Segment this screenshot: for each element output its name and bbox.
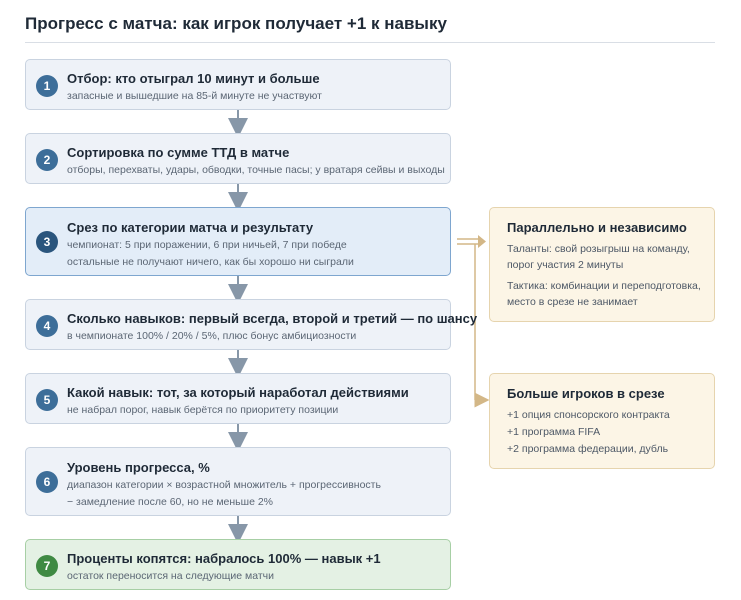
step-2-detail: отборы, перехваты, удары, обводки, точные пасы; у вратаря сейвы и выходы: [67, 164, 445, 176]
step-1-card: [25, 59, 451, 110]
step-4-number: 4: [36, 315, 58, 337]
step-2-card: [25, 133, 451, 184]
step-6-number: 6: [36, 471, 58, 493]
step-7-detail: остаток переносится на следующие матчи: [67, 570, 274, 582]
parallel-box-line-1: Таланты: свой розыгрыш на команду,: [507, 243, 690, 255]
parallel-box-title: Параллельно и независимо: [507, 220, 687, 235]
page-title: Прогресс с матча: как игрок получает +1 к навыку: [25, 14, 447, 33]
step-3-detail-2: остальные не получают ничего, как бы хорошо ни сыграли: [67, 256, 354, 268]
step-3-card: [25, 207, 451, 276]
step-4-detail: в чемпионате 100% / 20% / 5%, плюс бонус амбициозности: [67, 330, 357, 342]
step-3-title: Срез по категории матча и результату: [67, 220, 314, 235]
step-3-number: 3: [36, 231, 58, 253]
parallel-box-line-3: Тактика: комбинации и переподготовка,: [507, 280, 701, 292]
step-7-title: Проценты копятся: набралось 100% — навык +1: [67, 551, 381, 566]
step-5-number: 5: [36, 389, 58, 411]
step-5-title: Какой навык: тот, за который наработал действиями: [67, 385, 409, 400]
step-6-card: [25, 447, 451, 516]
step-4-title: Сколько навыков: первый всегда, второй и третий — по шансу: [67, 311, 478, 326]
step-3-detail-1: чемпионат: 5 при поражении, 6 при ничьей, 7 при победе: [67, 239, 347, 251]
step-1-title: Отбор: кто отыграл 10 минут и больше: [67, 71, 320, 86]
step-5-detail: не набрал порог, навык берётся по приоритету позиции: [67, 404, 339, 416]
step-2-number: 2: [36, 149, 58, 171]
more-players-box-line-1: +1 опция спонсорского контракта: [507, 409, 670, 421]
step-4-card: [25, 299, 478, 350]
step-5-card: [25, 373, 451, 424]
more-players-box-line-2: +1 программа FIFA: [507, 426, 601, 438]
more-players-box-line-3: +2 программа федерации, дубль: [507, 443, 669, 455]
more-players-box: [489, 373, 715, 469]
step-1-detail: запасные и вышедшие на 85-й минуте не участвуют: [67, 90, 322, 102]
parallel-box-line-2: порог участия 2 минуты: [507, 259, 624, 271]
step-7-number: 7: [36, 555, 58, 577]
step-6-detail-1: диапазон категории × возрастной множитель + прогрессивность: [67, 479, 381, 491]
parallel-box: [489, 207, 715, 322]
step-2-title: Сортировка по сумме ТТД в матче: [67, 145, 290, 160]
step-7-card: [25, 539, 451, 590]
step-6-title: Уровень прогресса, %: [67, 460, 210, 475]
double-arrow-head: [478, 235, 486, 248]
parallel-box-line-4: место в срезе не занимает: [507, 296, 638, 308]
more-players-box-title: Больше игроков в срезе: [507, 386, 665, 401]
step-6-detail-2: − замедление после 60, но не меньше 2%: [67, 496, 274, 508]
step-1-number: 1: [36, 75, 58, 97]
